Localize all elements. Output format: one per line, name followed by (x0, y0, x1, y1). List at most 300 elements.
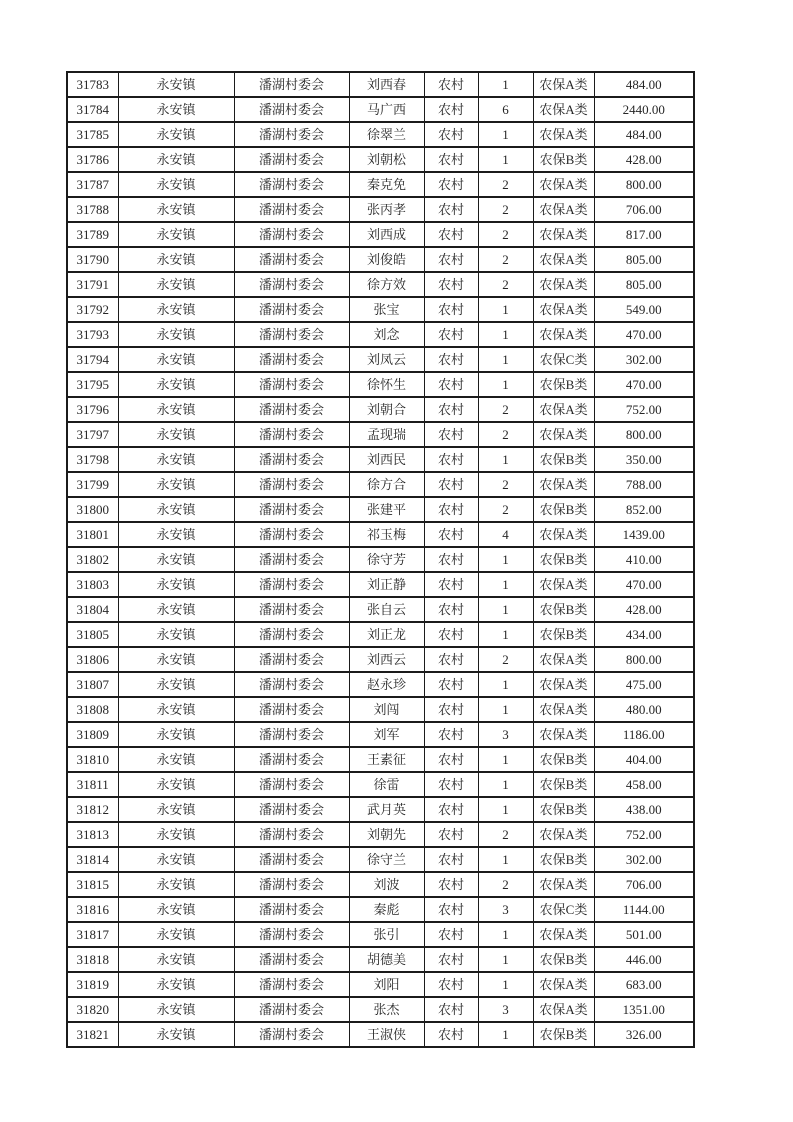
cell-town-name: 永安镇 (118, 847, 234, 872)
cell-amount: 470.00 (594, 372, 694, 397)
table-row (67, 947, 694, 972)
cell-person-name: 张建平 (349, 497, 424, 522)
benefit-roster-table (66, 71, 695, 1048)
table-row (67, 322, 694, 347)
cell-town-name: 永安镇 (118, 772, 234, 797)
cell-amount: 805.00 (594, 272, 694, 297)
cell-insurance-class: 农保A类 (533, 522, 594, 547)
cell-person-count: 1 (478, 147, 533, 172)
cell-insurance-class: 农保C类 (533, 897, 594, 922)
table-row (67, 197, 694, 222)
cell-person-name: 刘军 (349, 722, 424, 747)
cell-insurance-class: 农保B类 (533, 622, 594, 647)
cell-insurance-class: 农保A类 (533, 872, 594, 897)
cell-residence-type: 农村 (424, 547, 478, 572)
cell-amount: 428.00 (594, 597, 694, 622)
cell-village-committee: 潘湖村委会 (234, 422, 349, 447)
cell-person-name: 刘闯 (349, 697, 424, 722)
cell-serial-number: 31806 (67, 647, 118, 672)
table-row (67, 122, 694, 147)
cell-person-name: 刘朝松 (349, 147, 424, 172)
cell-person-name: 张丙孝 (349, 197, 424, 222)
cell-residence-type: 农村 (424, 147, 478, 172)
cell-insurance-class: 农保A类 (533, 672, 594, 697)
cell-person-count: 2 (478, 422, 533, 447)
cell-town-name: 永安镇 (118, 97, 234, 122)
cell-town-name: 永安镇 (118, 297, 234, 322)
cell-person-count: 1 (478, 947, 533, 972)
cell-insurance-class: 农保A类 (533, 972, 594, 997)
cell-village-committee: 潘湖村委会 (234, 997, 349, 1022)
cell-town-name: 永安镇 (118, 197, 234, 222)
cell-person-name: 徐守兰 (349, 847, 424, 872)
cell-serial-number: 31808 (67, 697, 118, 722)
cell-residence-type: 农村 (424, 1022, 478, 1047)
cell-town-name: 永安镇 (118, 597, 234, 622)
cell-amount: 706.00 (594, 197, 694, 222)
table-row (67, 272, 694, 297)
cell-amount: 302.00 (594, 347, 694, 372)
cell-amount: 1439.00 (594, 522, 694, 547)
cell-town-name: 永安镇 (118, 497, 234, 522)
cell-insurance-class: 农保A类 (533, 122, 594, 147)
cell-person-name: 刘正龙 (349, 622, 424, 647)
cell-insurance-class: 农保B类 (533, 447, 594, 472)
cell-residence-type: 农村 (424, 172, 478, 197)
table-row (67, 672, 694, 697)
cell-residence-type: 农村 (424, 972, 478, 997)
cell-residence-type: 农村 (424, 422, 478, 447)
cell-residence-type: 农村 (424, 772, 478, 797)
cell-person-name: 张自云 (349, 597, 424, 622)
cell-serial-number: 31790 (67, 247, 118, 272)
cell-residence-type: 农村 (424, 647, 478, 672)
cell-insurance-class: 农保C类 (533, 347, 594, 372)
cell-residence-type: 农村 (424, 72, 478, 97)
cell-insurance-class: 农保B类 (533, 947, 594, 972)
cell-insurance-class: 农保A类 (533, 397, 594, 422)
cell-village-committee: 潘湖村委会 (234, 1022, 349, 1047)
cell-amount: 446.00 (594, 947, 694, 972)
cell-insurance-class: 农保A类 (533, 222, 594, 247)
cell-person-count: 1 (478, 597, 533, 622)
table-row (67, 897, 694, 922)
cell-town-name: 永安镇 (118, 172, 234, 197)
cell-residence-type: 农村 (424, 372, 478, 397)
cell-amount: 788.00 (594, 472, 694, 497)
cell-amount: 817.00 (594, 222, 694, 247)
cell-person-count: 2 (478, 222, 533, 247)
cell-village-committee: 潘湖村委会 (234, 747, 349, 772)
cell-town-name: 永安镇 (118, 647, 234, 672)
cell-person-count: 2 (478, 497, 533, 522)
cell-town-name: 永安镇 (118, 947, 234, 972)
cell-village-committee: 潘湖村委会 (234, 197, 349, 222)
cell-insurance-class: 农保B类 (533, 497, 594, 522)
cell-village-committee: 潘湖村委会 (234, 772, 349, 797)
cell-town-name: 永安镇 (118, 797, 234, 822)
cell-insurance-class: 农保B类 (533, 372, 594, 397)
cell-town-name: 永安镇 (118, 1022, 234, 1047)
cell-residence-type: 农村 (424, 497, 478, 522)
cell-person-name: 刘朝合 (349, 397, 424, 422)
cell-person-count: 1 (478, 772, 533, 797)
cell-insurance-class: 农保A类 (533, 297, 594, 322)
cell-village-committee: 潘湖村委会 (234, 547, 349, 572)
table-row (67, 347, 694, 372)
cell-town-name: 永安镇 (118, 422, 234, 447)
cell-person-count: 2 (478, 397, 533, 422)
cell-amount: 2440.00 (594, 97, 694, 122)
cell-serial-number: 31803 (67, 572, 118, 597)
table-row (67, 997, 694, 1022)
cell-residence-type: 农村 (424, 322, 478, 347)
cell-serial-number: 31783 (67, 72, 118, 97)
table-row (67, 822, 694, 847)
cell-village-committee: 潘湖村委会 (234, 797, 349, 822)
cell-insurance-class: 农保A类 (533, 197, 594, 222)
cell-town-name: 永安镇 (118, 72, 234, 97)
cell-person-name: 刘西民 (349, 447, 424, 472)
cell-insurance-class: 农保A类 (533, 647, 594, 672)
cell-village-committee: 潘湖村委会 (234, 947, 349, 972)
cell-amount: 470.00 (594, 572, 694, 597)
cell-person-name: 刘西春 (349, 72, 424, 97)
cell-town-name: 永安镇 (118, 997, 234, 1022)
cell-residence-type: 农村 (424, 922, 478, 947)
cell-residence-type: 农村 (424, 397, 478, 422)
cell-insurance-class: 农保A类 (533, 697, 594, 722)
cell-residence-type: 农村 (424, 872, 478, 897)
cell-person-count: 1 (478, 922, 533, 947)
cell-person-count: 6 (478, 97, 533, 122)
cell-person-count: 1 (478, 847, 533, 872)
cell-town-name: 永安镇 (118, 472, 234, 497)
table-row (67, 622, 694, 647)
cell-village-committee: 潘湖村委会 (234, 847, 349, 872)
cell-person-count: 2 (478, 247, 533, 272)
cell-village-committee: 潘湖村委会 (234, 572, 349, 597)
cell-village-committee: 潘湖村委会 (234, 147, 349, 172)
table-row (67, 247, 694, 272)
cell-person-name: 徐翠兰 (349, 122, 424, 147)
cell-residence-type: 农村 (424, 797, 478, 822)
cell-person-count: 1 (478, 1022, 533, 1047)
cell-insurance-class: 农保A类 (533, 472, 594, 497)
cell-village-committee: 潘湖村委会 (234, 722, 349, 747)
cell-amount: 434.00 (594, 622, 694, 647)
cell-amount: 800.00 (594, 172, 694, 197)
cell-insurance-class: 农保A类 (533, 172, 594, 197)
cell-residence-type: 农村 (424, 447, 478, 472)
cell-person-count: 2 (478, 172, 533, 197)
cell-person-count: 1 (478, 747, 533, 772)
cell-serial-number: 31796 (67, 397, 118, 422)
cell-insurance-class: 农保A类 (533, 422, 594, 447)
cell-amount: 800.00 (594, 647, 694, 672)
cell-serial-number: 31812 (67, 797, 118, 822)
cell-person-name: 孟现瑞 (349, 422, 424, 447)
cell-residence-type: 农村 (424, 672, 478, 697)
cell-residence-type: 农村 (424, 472, 478, 497)
cell-insurance-class: 农保A类 (533, 72, 594, 97)
cell-village-committee: 潘湖村委会 (234, 172, 349, 197)
cell-person-name: 刘凤云 (349, 347, 424, 372)
table-row (67, 472, 694, 497)
cell-serial-number: 31786 (67, 147, 118, 172)
cell-residence-type: 农村 (424, 997, 478, 1022)
table-row (67, 147, 694, 172)
cell-person-name: 秦彪 (349, 897, 424, 922)
table-row (67, 1022, 694, 1047)
cell-serial-number: 31798 (67, 447, 118, 472)
cell-residence-type: 农村 (424, 747, 478, 772)
cell-person-count: 1 (478, 122, 533, 147)
cell-residence-type: 农村 (424, 572, 478, 597)
cell-town-name: 永安镇 (118, 872, 234, 897)
cell-insurance-class: 农保A类 (533, 922, 594, 947)
cell-village-committee: 潘湖村委会 (234, 372, 349, 397)
cell-village-committee: 潘湖村委会 (234, 122, 349, 147)
cell-amount: 549.00 (594, 297, 694, 322)
cell-village-committee: 潘湖村委会 (234, 322, 349, 347)
cell-person-name: 徐雷 (349, 772, 424, 797)
cell-serial-number: 31821 (67, 1022, 118, 1047)
cell-serial-number: 31813 (67, 822, 118, 847)
cell-person-count: 1 (478, 322, 533, 347)
cell-person-count: 3 (478, 897, 533, 922)
cell-residence-type: 农村 (424, 847, 478, 872)
cell-person-count: 1 (478, 622, 533, 647)
table-row (67, 747, 694, 772)
cell-person-count: 1 (478, 672, 533, 697)
cell-serial-number: 31810 (67, 747, 118, 772)
cell-residence-type: 农村 (424, 522, 478, 547)
cell-village-committee: 潘湖村委会 (234, 447, 349, 472)
cell-insurance-class: 农保B类 (533, 147, 594, 172)
cell-person-count: 1 (478, 697, 533, 722)
cell-amount: 484.00 (594, 122, 694, 147)
cell-amount: 752.00 (594, 397, 694, 422)
cell-town-name: 永安镇 (118, 897, 234, 922)
cell-town-name: 永安镇 (118, 397, 234, 422)
cell-person-count: 2 (478, 472, 533, 497)
cell-serial-number: 31819 (67, 972, 118, 997)
cell-serial-number: 31816 (67, 897, 118, 922)
table-row (67, 422, 694, 447)
cell-town-name: 永安镇 (118, 372, 234, 397)
cell-residence-type: 农村 (424, 947, 478, 972)
table-row (67, 647, 694, 672)
cell-person-count: 2 (478, 197, 533, 222)
cell-insurance-class: 农保B类 (533, 847, 594, 872)
cell-person-name: 马广西 (349, 97, 424, 122)
cell-person-name: 张引 (349, 922, 424, 947)
cell-person-name: 刘西云 (349, 647, 424, 672)
cell-village-committee: 潘湖村委会 (234, 272, 349, 297)
cell-serial-number: 31809 (67, 722, 118, 747)
cell-person-name: 徐守芳 (349, 547, 424, 572)
cell-residence-type: 农村 (424, 622, 478, 647)
cell-amount: 484.00 (594, 72, 694, 97)
cell-amount: 1144.00 (594, 897, 694, 922)
cell-residence-type: 农村 (424, 822, 478, 847)
cell-person-name: 徐方效 (349, 272, 424, 297)
table-row (67, 972, 694, 997)
cell-person-name: 刘西成 (349, 222, 424, 247)
cell-town-name: 永安镇 (118, 972, 234, 997)
cell-serial-number: 31807 (67, 672, 118, 697)
cell-town-name: 永安镇 (118, 247, 234, 272)
table-row (67, 872, 694, 897)
cell-amount: 683.00 (594, 972, 694, 997)
cell-serial-number: 31787 (67, 172, 118, 197)
cell-town-name: 永安镇 (118, 547, 234, 572)
table-body (67, 72, 694, 1047)
cell-person-name: 刘阳 (349, 972, 424, 997)
cell-person-name: 张宝 (349, 297, 424, 322)
cell-person-name: 武月英 (349, 797, 424, 822)
table-row (67, 797, 694, 822)
cell-village-committee: 潘湖村委会 (234, 972, 349, 997)
cell-village-committee: 潘湖村委会 (234, 597, 349, 622)
cell-person-name: 徐方合 (349, 472, 424, 497)
cell-amount: 438.00 (594, 797, 694, 822)
cell-village-committee: 潘湖村委会 (234, 522, 349, 547)
cell-person-name: 王淑侠 (349, 1022, 424, 1047)
cell-serial-number: 31794 (67, 347, 118, 372)
cell-residence-type: 农村 (424, 597, 478, 622)
cell-residence-type: 农村 (424, 347, 478, 372)
cell-residence-type: 农村 (424, 697, 478, 722)
cell-serial-number: 31820 (67, 997, 118, 1022)
cell-town-name: 永安镇 (118, 822, 234, 847)
cell-village-committee: 潘湖村委会 (234, 497, 349, 522)
cell-person-count: 2 (478, 272, 533, 297)
cell-serial-number: 31814 (67, 847, 118, 872)
cell-serial-number: 31797 (67, 422, 118, 447)
cell-person-name: 胡德美 (349, 947, 424, 972)
cell-residence-type: 农村 (424, 97, 478, 122)
cell-village-committee: 潘湖村委会 (234, 222, 349, 247)
cell-person-count: 1 (478, 347, 533, 372)
cell-person-count: 2 (478, 647, 533, 672)
cell-serial-number: 31811 (67, 772, 118, 797)
table-row (67, 297, 694, 322)
cell-town-name: 永安镇 (118, 222, 234, 247)
table-row (67, 222, 694, 247)
cell-amount: 326.00 (594, 1022, 694, 1047)
table-row (67, 547, 694, 572)
cell-town-name: 永安镇 (118, 447, 234, 472)
cell-village-committee: 潘湖村委会 (234, 97, 349, 122)
cell-town-name: 永安镇 (118, 147, 234, 172)
cell-insurance-class: 农保A类 (533, 97, 594, 122)
cell-village-committee: 潘湖村委会 (234, 647, 349, 672)
cell-person-count: 1 (478, 72, 533, 97)
cell-serial-number: 31805 (67, 622, 118, 647)
cell-serial-number: 31793 (67, 322, 118, 347)
cell-village-committee: 潘湖村委会 (234, 472, 349, 497)
cell-person-count: 1 (478, 572, 533, 597)
cell-town-name: 永安镇 (118, 122, 234, 147)
table-row (67, 497, 694, 522)
cell-person-count: 1 (478, 447, 533, 472)
cell-person-count: 1 (478, 972, 533, 997)
cell-town-name: 永安镇 (118, 322, 234, 347)
cell-insurance-class: 农保A类 (533, 272, 594, 297)
cell-insurance-class: 农保B类 (533, 1022, 594, 1047)
cell-person-count: 3 (478, 722, 533, 747)
cell-town-name: 永安镇 (118, 572, 234, 597)
cell-residence-type: 农村 (424, 122, 478, 147)
cell-amount: 480.00 (594, 697, 694, 722)
cell-residence-type: 农村 (424, 222, 478, 247)
cell-village-committee: 潘湖村委会 (234, 72, 349, 97)
cell-amount: 302.00 (594, 847, 694, 872)
table-row (67, 847, 694, 872)
cell-serial-number: 31815 (67, 872, 118, 897)
cell-village-committee: 潘湖村委会 (234, 672, 349, 697)
cell-serial-number: 31801 (67, 522, 118, 547)
table-row (67, 572, 694, 597)
cell-town-name: 永安镇 (118, 272, 234, 297)
cell-town-name: 永安镇 (118, 747, 234, 772)
cell-insurance-class: 农保B类 (533, 747, 594, 772)
cell-amount: 458.00 (594, 772, 694, 797)
cell-village-committee: 潘湖村委会 (234, 822, 349, 847)
cell-person-name: 徐怀生 (349, 372, 424, 397)
cell-village-committee: 潘湖村委会 (234, 247, 349, 272)
cell-amount: 470.00 (594, 322, 694, 347)
cell-insurance-class: 农保A类 (533, 822, 594, 847)
table-row (67, 97, 694, 122)
cell-serial-number: 31784 (67, 97, 118, 122)
cell-person-count: 1 (478, 372, 533, 397)
cell-residence-type: 农村 (424, 897, 478, 922)
cell-village-committee: 潘湖村委会 (234, 347, 349, 372)
cell-person-count: 1 (478, 297, 533, 322)
cell-amount: 706.00 (594, 872, 694, 897)
cell-village-committee: 潘湖村委会 (234, 897, 349, 922)
cell-amount: 800.00 (594, 422, 694, 447)
cell-insurance-class: 农保A类 (533, 722, 594, 747)
cell-serial-number: 31789 (67, 222, 118, 247)
cell-amount: 410.00 (594, 547, 694, 572)
cell-village-committee: 潘湖村委会 (234, 922, 349, 947)
cell-insurance-class: 农保B类 (533, 547, 594, 572)
cell-person-name: 秦克免 (349, 172, 424, 197)
cell-amount: 428.00 (594, 147, 694, 172)
cell-person-count: 1 (478, 797, 533, 822)
cell-person-name: 王素征 (349, 747, 424, 772)
cell-insurance-class: 农保A类 (533, 247, 594, 272)
cell-insurance-class: 农保A类 (533, 997, 594, 1022)
cell-amount: 1351.00 (594, 997, 694, 1022)
cell-serial-number: 31802 (67, 547, 118, 572)
cell-person-name: 刘朝先 (349, 822, 424, 847)
cell-serial-number: 31792 (67, 297, 118, 322)
table-row (67, 172, 694, 197)
cell-village-committee: 潘湖村委会 (234, 297, 349, 322)
cell-village-committee: 潘湖村委会 (234, 872, 349, 897)
cell-amount: 475.00 (594, 672, 694, 697)
table-row (67, 372, 694, 397)
cell-town-name: 永安镇 (118, 522, 234, 547)
cell-residence-type: 农村 (424, 272, 478, 297)
cell-serial-number: 31800 (67, 497, 118, 522)
cell-insurance-class: 农保B类 (533, 797, 594, 822)
